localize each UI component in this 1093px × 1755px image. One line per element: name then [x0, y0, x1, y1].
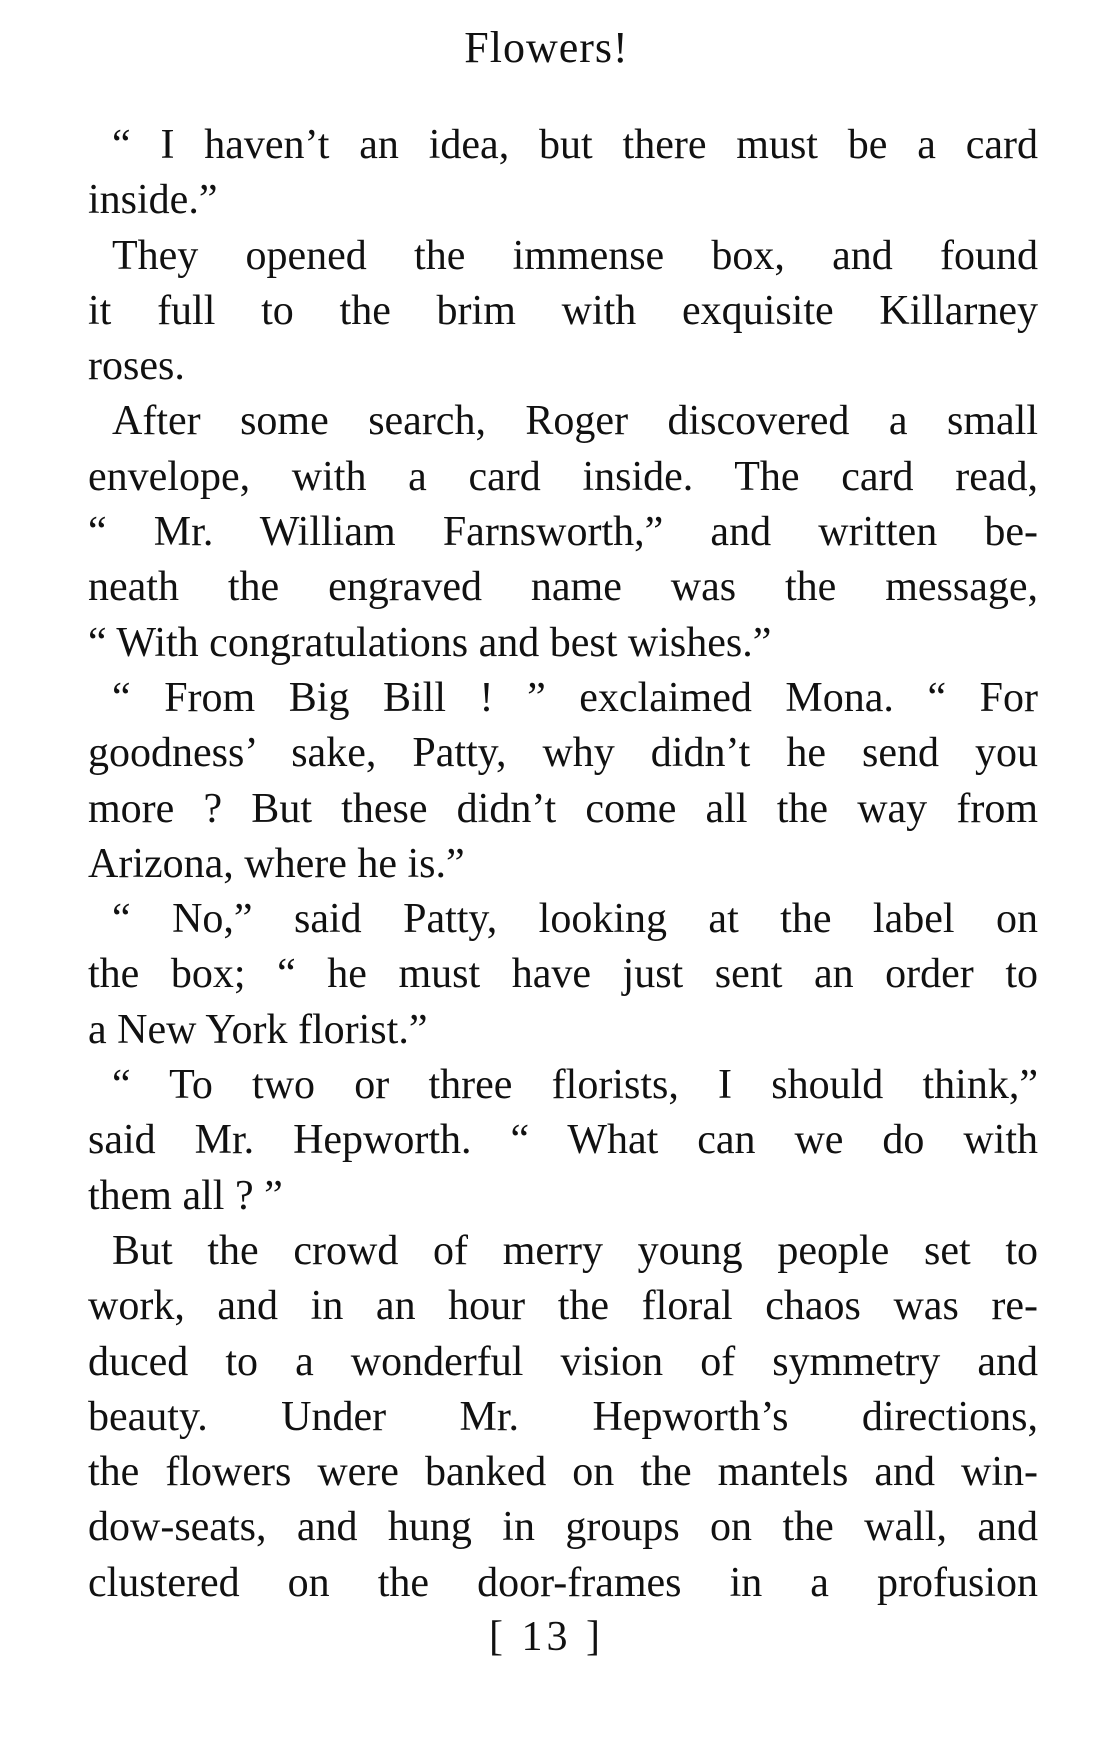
text-line: “ I haven’t an idea, but there must be a card: [112, 122, 1038, 168]
text-line: work, and in an hour the floral chaos was re-: [88, 1283, 1038, 1330]
text-line: Arizona, where he is.”: [88, 840, 465, 887]
text-line: “ Mr. William Farnsworth,” and written be-: [88, 509, 1038, 556]
text-line: it full to the brim with exquisite Killarney: [88, 287, 1038, 334]
text-line: them all ? ”: [88, 1172, 283, 1219]
text-line: “ From Big Bill ! ” exclaimed Mona. “ For: [112, 674, 1038, 721]
text-line: said Mr. Hepworth. “ What can we do with: [88, 1117, 1038, 1164]
text-line: After some search, Roger discovered a small: [112, 398, 1038, 445]
text-line: They opened the immense box, and found: [112, 232, 1038, 279]
text-line: the flowers were banked on the mantels and win-: [88, 1449, 1038, 1496]
text-line: dow-seats, and hung in groups on the wall, and: [88, 1504, 1038, 1551]
text-line: the box; “ he must have just sent an order to: [88, 951, 1038, 998]
text-line: beauty. Under Mr. Hepworth’s directions,: [88, 1393, 1038, 1440]
text-line: more ? But these didn’t come all the way from: [88, 785, 1038, 832]
text-line: goodness’ sake, Patty, why didn’t he send you: [88, 730, 1038, 777]
text-line: clustered on the door-frames in a profusion: [88, 1559, 1038, 1606]
page-number: [ 13 ]: [489, 1614, 604, 1660]
text-line: a New York florist.”: [88, 1006, 428, 1053]
text-line: envelope, with a card inside. The card read,: [88, 453, 1038, 500]
text-line: “ To two or three florists, I should think,”: [112, 1062, 1038, 1109]
running-head: Flowers!: [464, 23, 629, 72]
text-line: “ With congratulations and best wishes.”: [88, 619, 772, 666]
text-line: neath the engraved name was the message,: [88, 564, 1038, 611]
body-text: [88, 118, 1038, 1611]
text-line: duced to a wonderful vision of symmetry and: [88, 1338, 1038, 1385]
text-line: “ No,” said Patty, looking at the label on: [112, 896, 1038, 943]
text-line: But the crowd of merry young people set to: [112, 1227, 1038, 1274]
text-line: inside.”: [88, 177, 218, 224]
text-line: roses.: [88, 343, 185, 390]
